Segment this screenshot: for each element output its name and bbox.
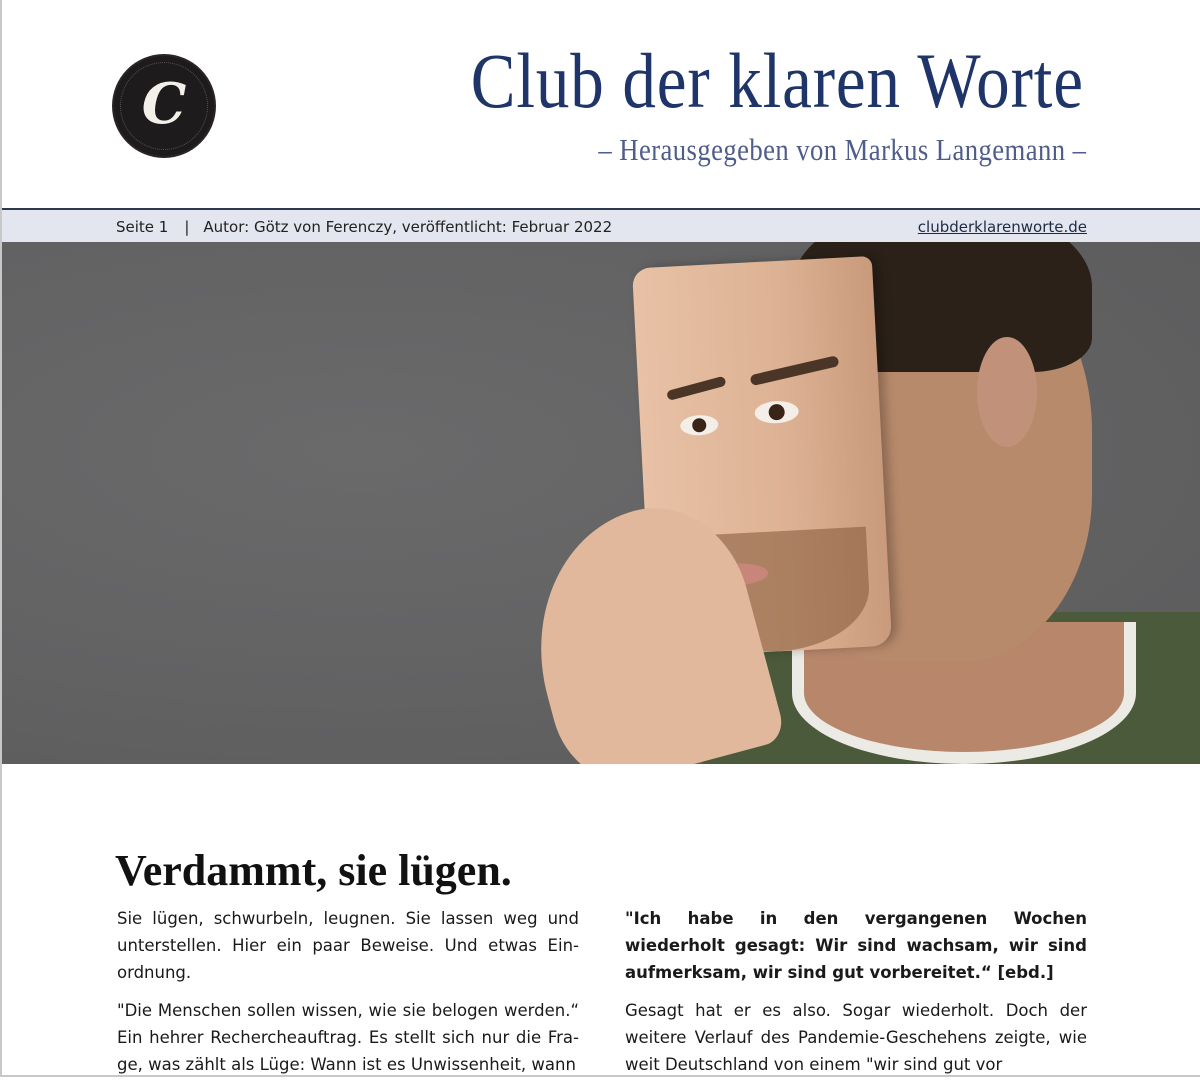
website-link[interactable]: clubderklarenworte.de — [917, 218, 1087, 236]
page-number: Seite 1 — [116, 218, 169, 236]
masthead-subtitle: – Herausgegeben von Markus Langemann – — [598, 132, 1086, 167]
article-paragraph: Gesagt hat er es also. Sogar wiederholt. Doch der weitere Verlauf des Pandemie-Geschehens zeigte, wie weit Deutschland von einem "wir sind gut vor — [625, 1001, 1087, 1074]
article-quote: "Ich habe in den vergangenen Wochen wiederholt gesagt: Wir sind wachsam, wir sind aufmerksam, wir sind gut vorbereitet.“ [ebd.] — [625, 909, 1087, 982]
article-paragraph: Sie lügen, schwurbeln, leugnen. Sie lassen weg und unterstellen. Hier ein paar Beweise. Und etwas Einordnung. — [117, 909, 579, 982]
mask-brow-right — [749, 355, 839, 386]
info-bar-meta — [116, 218, 612, 236]
blackletter-c-icon: C — [141, 71, 187, 137]
masthead-title: Club der klaren Worte — [470, 37, 1084, 124]
hero-ear-shape — [977, 337, 1037, 447]
article-paragraph: "Die Menschen sollen wissen, wie sie belogen werden.“ Ein hehrer Rechercheauftrag. Es stellt sich nur die Frage, was zählt als Lüge: Wann ist es Unwissenheit, wann — [117, 1001, 579, 1074]
article-column-left — [117, 905, 579, 1089]
mask-eye-left — [680, 414, 719, 436]
club-logo-seal — [114, 56, 214, 156]
separator: | — [184, 218, 190, 236]
article-headline: Verdammt, sie lügen. — [115, 846, 512, 896]
hero-image — [2, 242, 1200, 764]
article-column-right — [625, 905, 1087, 1089]
mask-brow-left — [666, 376, 727, 401]
mask-eye-right — [754, 400, 799, 424]
author-line: Autor: Götz von Ferenczy, veröffentlicht: Februar 2022 — [203, 218, 613, 236]
info-bar — [2, 208, 1200, 242]
